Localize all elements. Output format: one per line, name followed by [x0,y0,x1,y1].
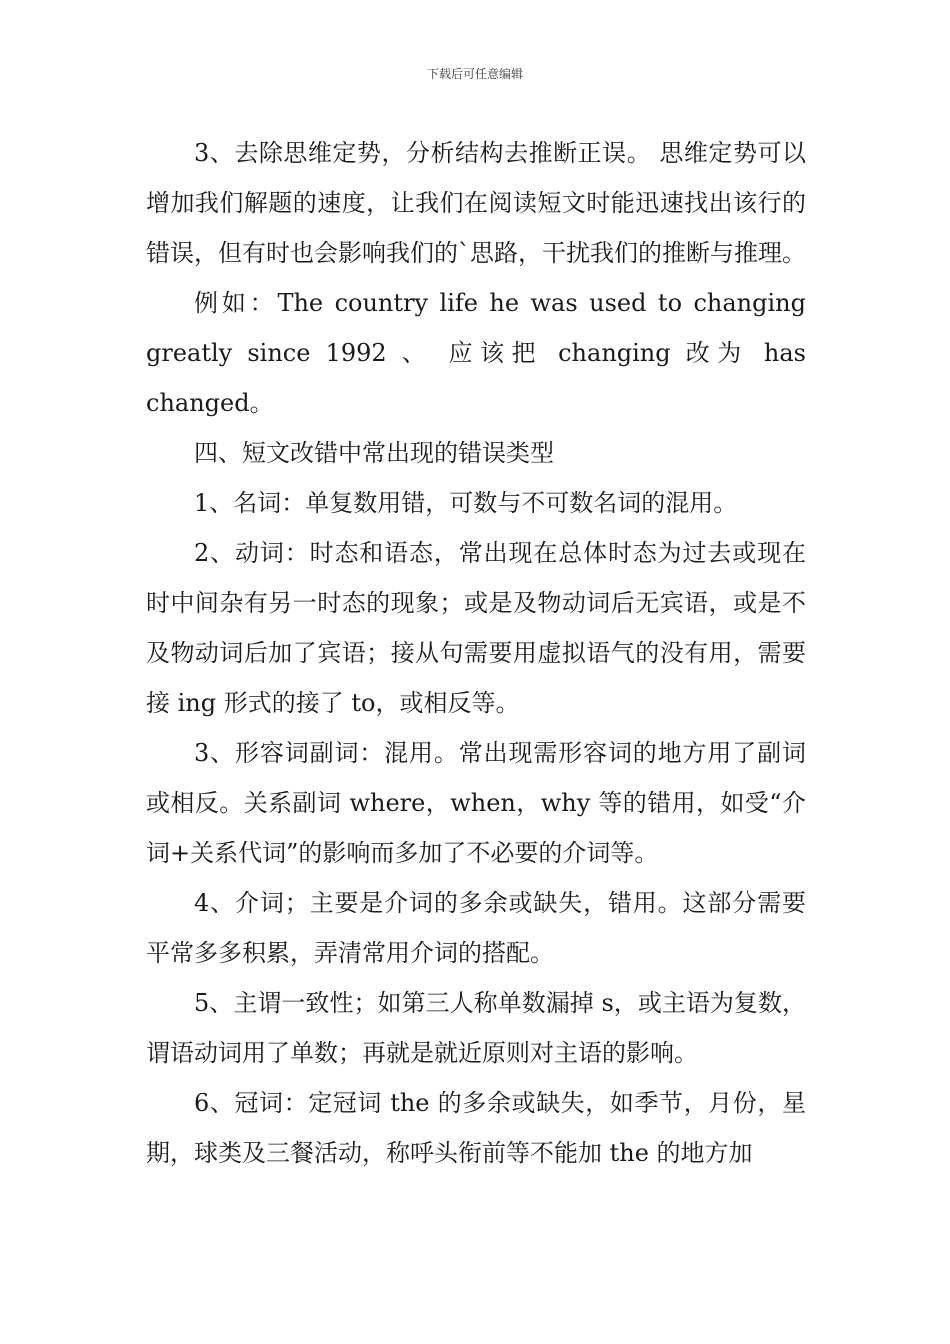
paragraph-subject-verb-agreement: 5、主谓一致性；如第三人称单数漏掉 s，或主语为复数，谓语动词用了单数；再就是就近原则对主语的影响。 [146,989,806,1067]
paragraph-articles: 6、冠词：定冠词 the 的多余或缺失，如季节，月份，星期，球类及三餐活动，称呼头衔前等不能加 the 的地方加 [146,1089,806,1167]
paragraph-example: 例如：The country life he was used to changing greatly since 1992 、 应该把 changing 改为 has changed。 [146,289,806,417]
document-body [146,128,806,1178]
paragraph-adjectives-adverbs: 3、形容词副词：混用。常出现需形容词的地方用了副词或相反。关系副词 where，when，why 等的错用，如受“介词+关系代词”的影响而多加了不必要的介词等。 [146,739,806,867]
section-heading-error-types: 四、短文改错中常出现的错误类型 [194,439,554,467]
paragraph-nouns: 1、名词：单复数用错，可数与不可数名词的混用。 [194,489,738,517]
paragraph-verbs: 2、动词：时态和语态，常出现在总体时态为过去或现在时中间杂有另一时态的现象；或是及物动词后无宾语，或是不及物动词后加了宾语；接从句需要用虚拟语气的没有用，需要接 ing 形式的接了 to，或相反等。 [146,539,806,717]
paragraph-prepositions: 4、介词；主要是介词的多余或缺失，错用。这部分需要平常多多积累，弄清常用介词的搭配。 [146,889,806,967]
page-header: 下载后可任意编辑 [426,67,523,81]
paragraph-remove-mindset: 3、去除思维定势，分析结构去推断正误。 思维定势可以增加我们解题的速度，让我们在阅读短文时能迅速找出该行的错误，但有时也会影响我们的`思路，干扰我们的推断与推理。 [146,139,806,267]
